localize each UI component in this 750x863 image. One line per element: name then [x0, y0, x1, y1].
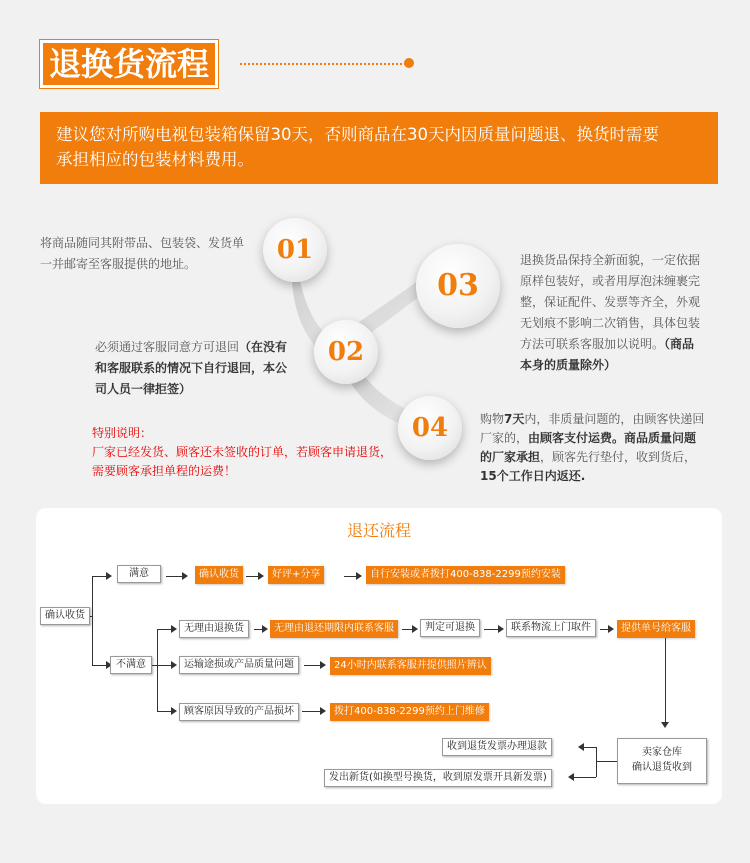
no-reason-box: 无理由退换货: [179, 620, 249, 638]
connector: [166, 576, 182, 577]
connector: [246, 576, 258, 577]
warehouse-box: 卖家仓库 确认退货收到: [617, 738, 707, 784]
connector: [574, 777, 596, 778]
arrow-icon: [106, 572, 112, 580]
arrow-icon: [258, 572, 264, 580]
self-install-box: 自行安装或者拨打400-838-2299预约安装: [366, 566, 565, 584]
arrow-icon: [608, 625, 614, 633]
provide-number-box: 提供单号给客服: [617, 620, 695, 638]
connector: [304, 665, 320, 666]
unsatisfied-box: 不满意: [110, 656, 152, 674]
notice-line-2: 承担相应的包装材料费用。: [56, 150, 254, 169]
notice-banner: [40, 112, 718, 184]
connector: [92, 665, 106, 666]
connector: [157, 711, 171, 712]
connector: [92, 576, 93, 666]
connector: [302, 711, 320, 712]
refund-box: 收到退货发票办理退款: [442, 738, 552, 756]
arrow-icon: [412, 625, 418, 633]
return-flow-title: 退还流程: [346, 521, 411, 540]
step-4-badge: 04: [398, 396, 462, 460]
page-title: 退换货流程: [40, 40, 218, 88]
arrow-icon: [320, 661, 326, 669]
step-1-badge: 01: [263, 218, 327, 282]
step-2-badge: 02: [314, 320, 378, 384]
arrow-icon: [262, 625, 268, 633]
judge-box: 判定可退换: [420, 619, 480, 637]
connector: [157, 665, 171, 666]
arrow-down-icon: [661, 722, 669, 728]
contact-24h-box: 24小时内联系客服并提供照片辨认: [330, 657, 491, 675]
arrow-icon: [498, 625, 504, 633]
connector: [402, 629, 412, 630]
step-2-text: 必须通过客服同意方可退回（在没有 和客服联系的情况下自行退回，本公 司人员一律拒签）: [95, 340, 288, 396]
step-1-text: 将商品随同其附带品、包装袋、发货单 一并邮寄至客服提供的地址。: [40, 236, 245, 271]
transport-damage-box: 运输途损或产品质量问题: [179, 656, 299, 674]
connector: [344, 576, 356, 577]
connector: [254, 629, 262, 630]
satisfied-box: 满意: [117, 565, 161, 583]
notice-line-1: 建议您对所购电视包装箱保留30天，否则商品在30天内因质量问题退、换货时需要: [56, 125, 659, 144]
connector: [157, 629, 158, 712]
confirm-box: 确认收货: [40, 607, 90, 625]
step-3-badge: 03: [416, 244, 500, 328]
step-3-text: 退换货品保持全新面貌，一定依据 原样包装好，或者用厚泡沫缠裹完 整，保证配件、发票等齐全，外观 无划痕不影响二次销售，具体包装 方法可联系客服加以说明。（商品 本身的质量除外）: [520, 253, 701, 372]
arrow-icon: [320, 707, 326, 715]
step-4-text: 购物7天内，非质量问题的，由顾客快递回 厂家的，由顾客支付运费。商品质量问题 的厂家承担，顾客先行垫付，收到货后， 15个工作日内返还.: [480, 412, 705, 483]
connector: [157, 629, 171, 630]
customer-damage-box: 顾客原因导致的产品损坏: [179, 703, 299, 721]
arrow-left-icon: [568, 773, 574, 781]
arrow-icon: [171, 661, 177, 669]
special-note: 特别说明： 厂家已经发货、顾客还未签收的订单，若顾客申请退货， 需要顾客承担单程的运费！: [92, 426, 393, 478]
connector: [92, 576, 106, 577]
arrow-icon: [171, 625, 177, 633]
title-divider: [240, 63, 406, 65]
call-repair-box: 拨打400-838-2299预约上门维修: [330, 703, 489, 721]
arrow-icon: [356, 572, 362, 580]
connector: [665, 638, 666, 722]
arrow-icon: [171, 707, 177, 715]
title-divider-dot: [404, 58, 414, 68]
arrow-left-icon: [578, 743, 584, 751]
connector: [596, 761, 617, 762]
connector: [596, 747, 597, 777]
connector: [584, 747, 596, 748]
contact-cs-box: 无理由退还期限内联系客服: [270, 620, 398, 638]
review-share-box: 好评+分享: [268, 566, 324, 584]
connector: [600, 629, 608, 630]
confirm-receipt-box: 确认收货: [195, 566, 243, 584]
connector: [484, 629, 498, 630]
logistics-box: 联系物流上门取件: [506, 619, 596, 637]
arrow-icon: [182, 572, 188, 580]
new-goods-box: 发出新货(如换型号换货，收到原发票开具新发票): [324, 769, 552, 787]
